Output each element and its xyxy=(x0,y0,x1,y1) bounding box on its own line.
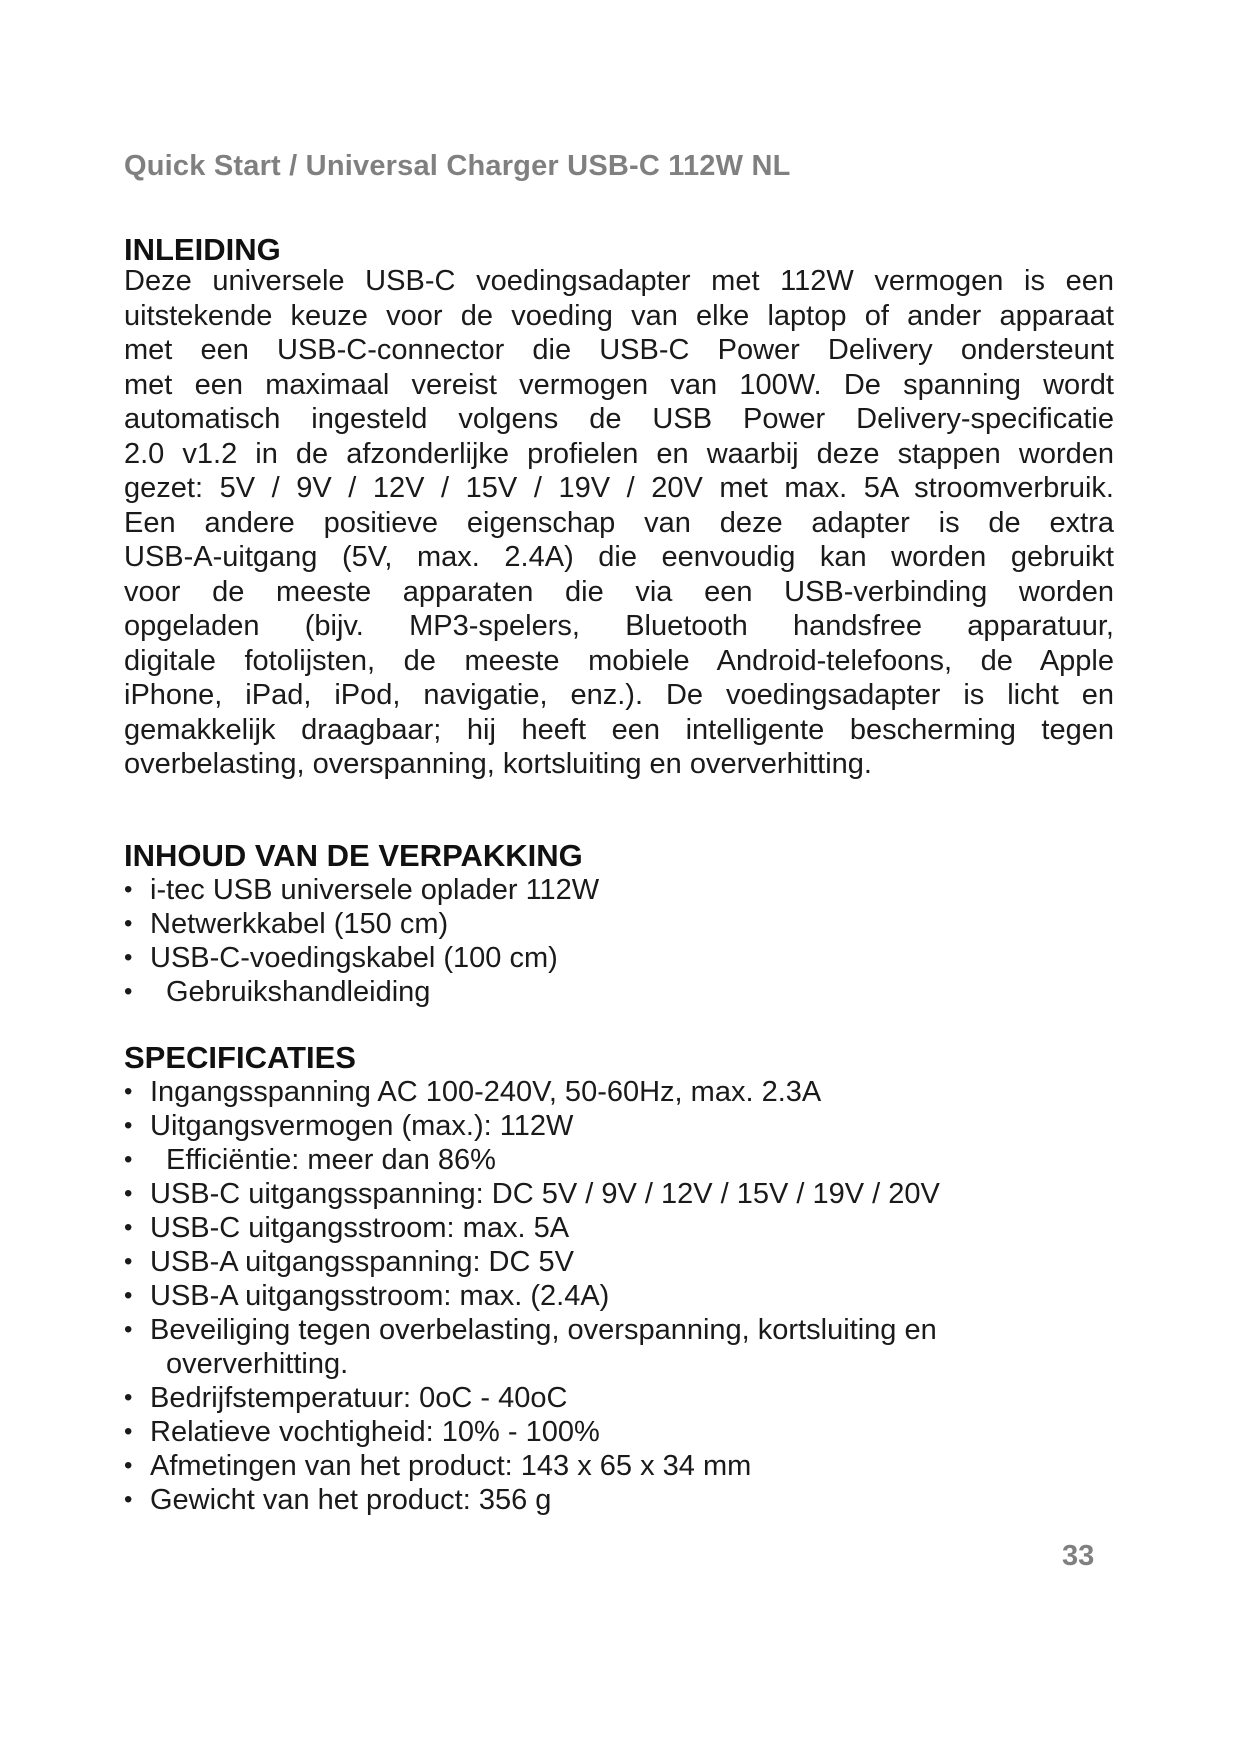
list-item: • Gewicht van het product: 356 g xyxy=(124,1483,940,1517)
intro-line: opgeladen (bijv. MP3-spelers, Bluetooth handsfree apparatuur, xyxy=(124,610,1114,642)
intro-line: automatisch ingesteld volgens de USB Power Delivery-specificatie xyxy=(124,403,1114,435)
list-item xyxy=(124,1313,940,1381)
page-number: 33 xyxy=(1062,1540,1095,1572)
list-item: • USB-C-voedingskabel (100 cm) xyxy=(124,941,599,975)
list-item: • Gebruikshandleiding xyxy=(124,975,599,1009)
list-item: • Netwerkkabel (150 cm) xyxy=(124,907,599,941)
section-title-inleiding: INLEIDING xyxy=(124,232,281,267)
list-item: • Uitgangsvermogen (max.): 112W xyxy=(124,1109,940,1143)
list-item-text: Beveiliging tegen overbelasting, overspanning, kortsluiting en xyxy=(150,1314,937,1346)
list-item: • Afmetingen van het product: 143 x 65 x 34 mm xyxy=(124,1449,940,1483)
page-header: Quick Start / Universal Charger USB-C 112W NL xyxy=(124,150,791,182)
intro-paragraph xyxy=(124,264,1114,782)
intro-line: gemakkelijk draagbaar; hij heeft een intelligente bescherming tegen xyxy=(124,713,1114,746)
specifications-list xyxy=(124,1075,940,1517)
list-item-continuation: oververhitting. xyxy=(166,1348,349,1380)
list-item: • USB-A uitgangsstroom: max. (2.4A) xyxy=(124,1279,940,1313)
list-item: • USB-C uitgangsspanning: DC 5V / 9V / 12V / 15V / 19V / 20V xyxy=(124,1177,940,1211)
intro-line: Deze universele USB-C voedingsadapter met 112W vermogen is een xyxy=(124,265,1114,297)
list-item: • USB-A uitgangsspanning: DC 5V xyxy=(124,1245,940,1279)
intro-line: Een andere positieve eigenschap van deze adapter is de extra xyxy=(124,506,1114,539)
intro-line: iPhone, iPad, iPod, navigatie, enz.). De voedingsadapter is licht en xyxy=(124,679,1114,711)
intro-line: uitstekende keuze voor de voeding van elke laptop of ander apparaat xyxy=(124,299,1114,332)
list-item: • Efficiëntie: meer dan 86% xyxy=(124,1143,940,1177)
intro-line: USB-A-uitgang (5V, max. 2.4A) die eenvoudig kan worden gebruikt xyxy=(124,541,1114,573)
list-item: • Relatieve vochtigheid: 10% - 100% xyxy=(124,1415,940,1449)
intro-line: met een maximaal vereist vermogen van 100W. De spanning wordt xyxy=(124,368,1114,401)
section-title-specificaties: SPECIFICATIES xyxy=(124,1040,356,1075)
intro-line: voor de meeste apparaten die via een USB-verbinding worden xyxy=(124,575,1114,608)
intro-line: digitale fotolijsten, de meeste mobiele Android-telefoons, de Apple xyxy=(124,644,1114,677)
list-item: • Ingangsspanning AC 100-240V, 50-60Hz, max. 2.3A xyxy=(124,1075,940,1109)
list-item: • Bedrijfstemperatuur: 0oC - 40oC xyxy=(124,1381,940,1415)
package-contents-list xyxy=(124,873,599,1009)
list-item: • i-tec USB universele oplader 112W xyxy=(124,873,599,907)
section-title-inhoud: INHOUD VAN DE VERPAKKING xyxy=(124,838,583,873)
intro-line: gezet: 5V / 9V / 12V / 15V / 19V / 20V met max. 5A stroomverbruik. xyxy=(124,472,1114,504)
intro-line: overbelasting, overspanning, kortsluiting en oververhitting. xyxy=(124,748,872,780)
intro-line: 2.0 v1.2 in de afzonderlijke profielen en waarbij deze stappen worden xyxy=(124,437,1114,470)
intro-line: met een USB-C-connector die USB-C Power Delivery ondersteunt xyxy=(124,334,1114,366)
list-item: • USB-C uitgangsstroom: max. 5A xyxy=(124,1211,940,1245)
